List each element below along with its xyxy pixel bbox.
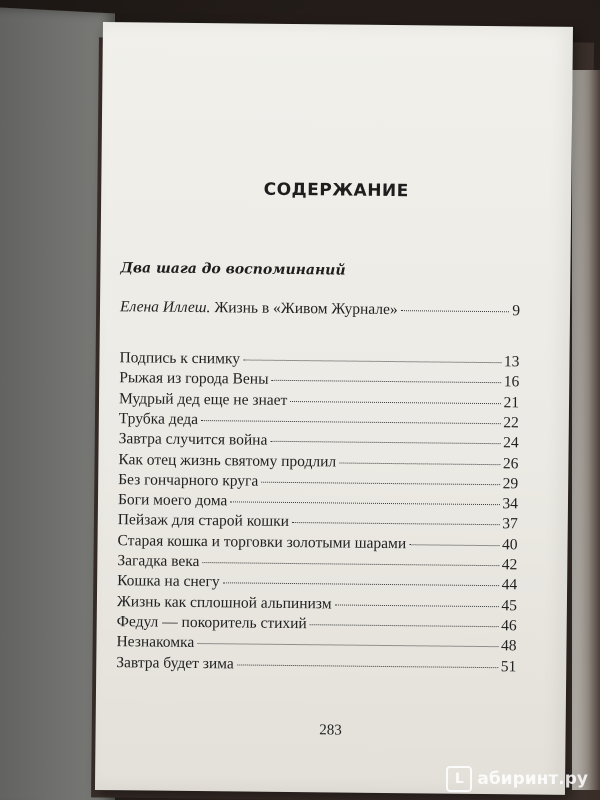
dot-leader	[270, 441, 500, 444]
toc-entry-title: Федул — покоритель стихий	[116, 613, 307, 633]
toc-entry-page: 51	[500, 657, 517, 675]
dot-leader	[335, 604, 499, 607]
toc-entry-title: Завтра случится война	[118, 430, 268, 449]
toc-entry-title: Пейзаж для старой кошки	[117, 511, 290, 531]
toc-entry-page: 13	[503, 353, 520, 371]
toc-entry-title: Незнакомка	[116, 633, 195, 652]
toc-entry-title: Трубка деда	[118, 410, 199, 428]
intro-title: Жизнь в «Живом Журнале»	[214, 299, 398, 319]
toc-entry-page: 48	[500, 637, 517, 655]
dot-leader	[230, 501, 499, 505]
toc-entry-title: Загадка века	[117, 552, 200, 571]
toc-entry-page: 34	[502, 495, 519, 513]
toc-entry-title: Боги моего дома	[117, 491, 228, 510]
dot-leader	[310, 624, 498, 627]
toc-entry	[118, 471, 518, 493]
toc-entry	[119, 390, 519, 412]
toc-entry	[117, 532, 517, 554]
toc-entry-title: Жизнь как сплошной альпинизм	[116, 592, 332, 613]
toc-entry-title: Старая кошка и торговки золотыми шарами	[117, 531, 407, 552]
dot-leader	[290, 401, 500, 404]
page-number: 283	[319, 722, 342, 739]
toc-entry-page: 26	[502, 454, 519, 472]
dot-leader	[292, 522, 499, 525]
toc-entry	[119, 430, 519, 452]
toc-entry-title: Кошка на снегу	[117, 572, 220, 591]
intro-author: Елена Иллеш.	[119, 298, 211, 317]
toc-entry	[119, 369, 519, 391]
toc-entry-page: 44	[501, 576, 518, 594]
dot-leader	[223, 583, 499, 587]
toc-title: СОДЕРЖАНИЕ	[263, 179, 409, 202]
toc-entry-page: 37	[502, 515, 518, 533]
toc-entry-title: Подпись к снимку	[119, 349, 241, 368]
toc-entry-title: Без гончарного круга	[118, 470, 259, 490]
toc-entry-title: Как отец жизнь святому продлил	[118, 450, 337, 470]
toc-entry	[119, 349, 519, 371]
toc-entry-title: Мудрый дед еще не знает	[118, 389, 288, 409]
toc-entry	[119, 410, 519, 432]
toc-entry	[117, 613, 517, 635]
intro-entry	[120, 298, 520, 320]
toc-entry	[117, 552, 517, 574]
toc-entry-title: Рыжая из города Вены	[119, 369, 269, 389]
dot-leader	[409, 544, 499, 546]
page-stack-edge	[572, 70, 600, 790]
toc-entry-page: 46	[501, 617, 517, 635]
toc-entry	[116, 654, 516, 676]
toc-entry	[118, 512, 518, 534]
labirint-logo-icon: L	[446, 766, 472, 792]
toc-entry-page: 21	[503, 393, 520, 411]
dot-leader	[237, 664, 498, 668]
page-content	[115, 22, 553, 794]
toc-entry	[118, 491, 518, 513]
toc-entry	[118, 451, 518, 473]
section-heading: Два шага до воспоминаний	[120, 260, 346, 279]
dot-leader	[201, 420, 500, 424]
toc-entry-page: 22	[503, 414, 519, 432]
dot-leader	[202, 562, 498, 566]
toc-entry	[117, 572, 517, 594]
book-page	[95, 22, 573, 795]
toc-entry-page: 42	[501, 556, 518, 574]
dot-leader	[401, 310, 510, 312]
watermark	[446, 766, 588, 792]
dot-leader	[197, 643, 498, 647]
toc-entry-page: 24	[503, 434, 519, 452]
toc-entry-page: 40	[501, 535, 518, 554]
toc-entry-page: 29	[502, 475, 519, 493]
dot-leader	[272, 380, 501, 383]
dot-leader	[261, 481, 499, 484]
toc-entry-page: 45	[501, 596, 518, 614]
intro-page-number: 9	[512, 302, 521, 320]
toc-entry-page: 16	[503, 373, 520, 391]
toc-entry	[117, 593, 517, 615]
watermark-text: абиринт.ру	[477, 769, 588, 789]
toc-entry	[116, 633, 516, 655]
toc-entry-title: Завтра будет зима	[116, 653, 234, 672]
dot-leader	[243, 359, 501, 363]
dot-leader	[339, 462, 500, 465]
